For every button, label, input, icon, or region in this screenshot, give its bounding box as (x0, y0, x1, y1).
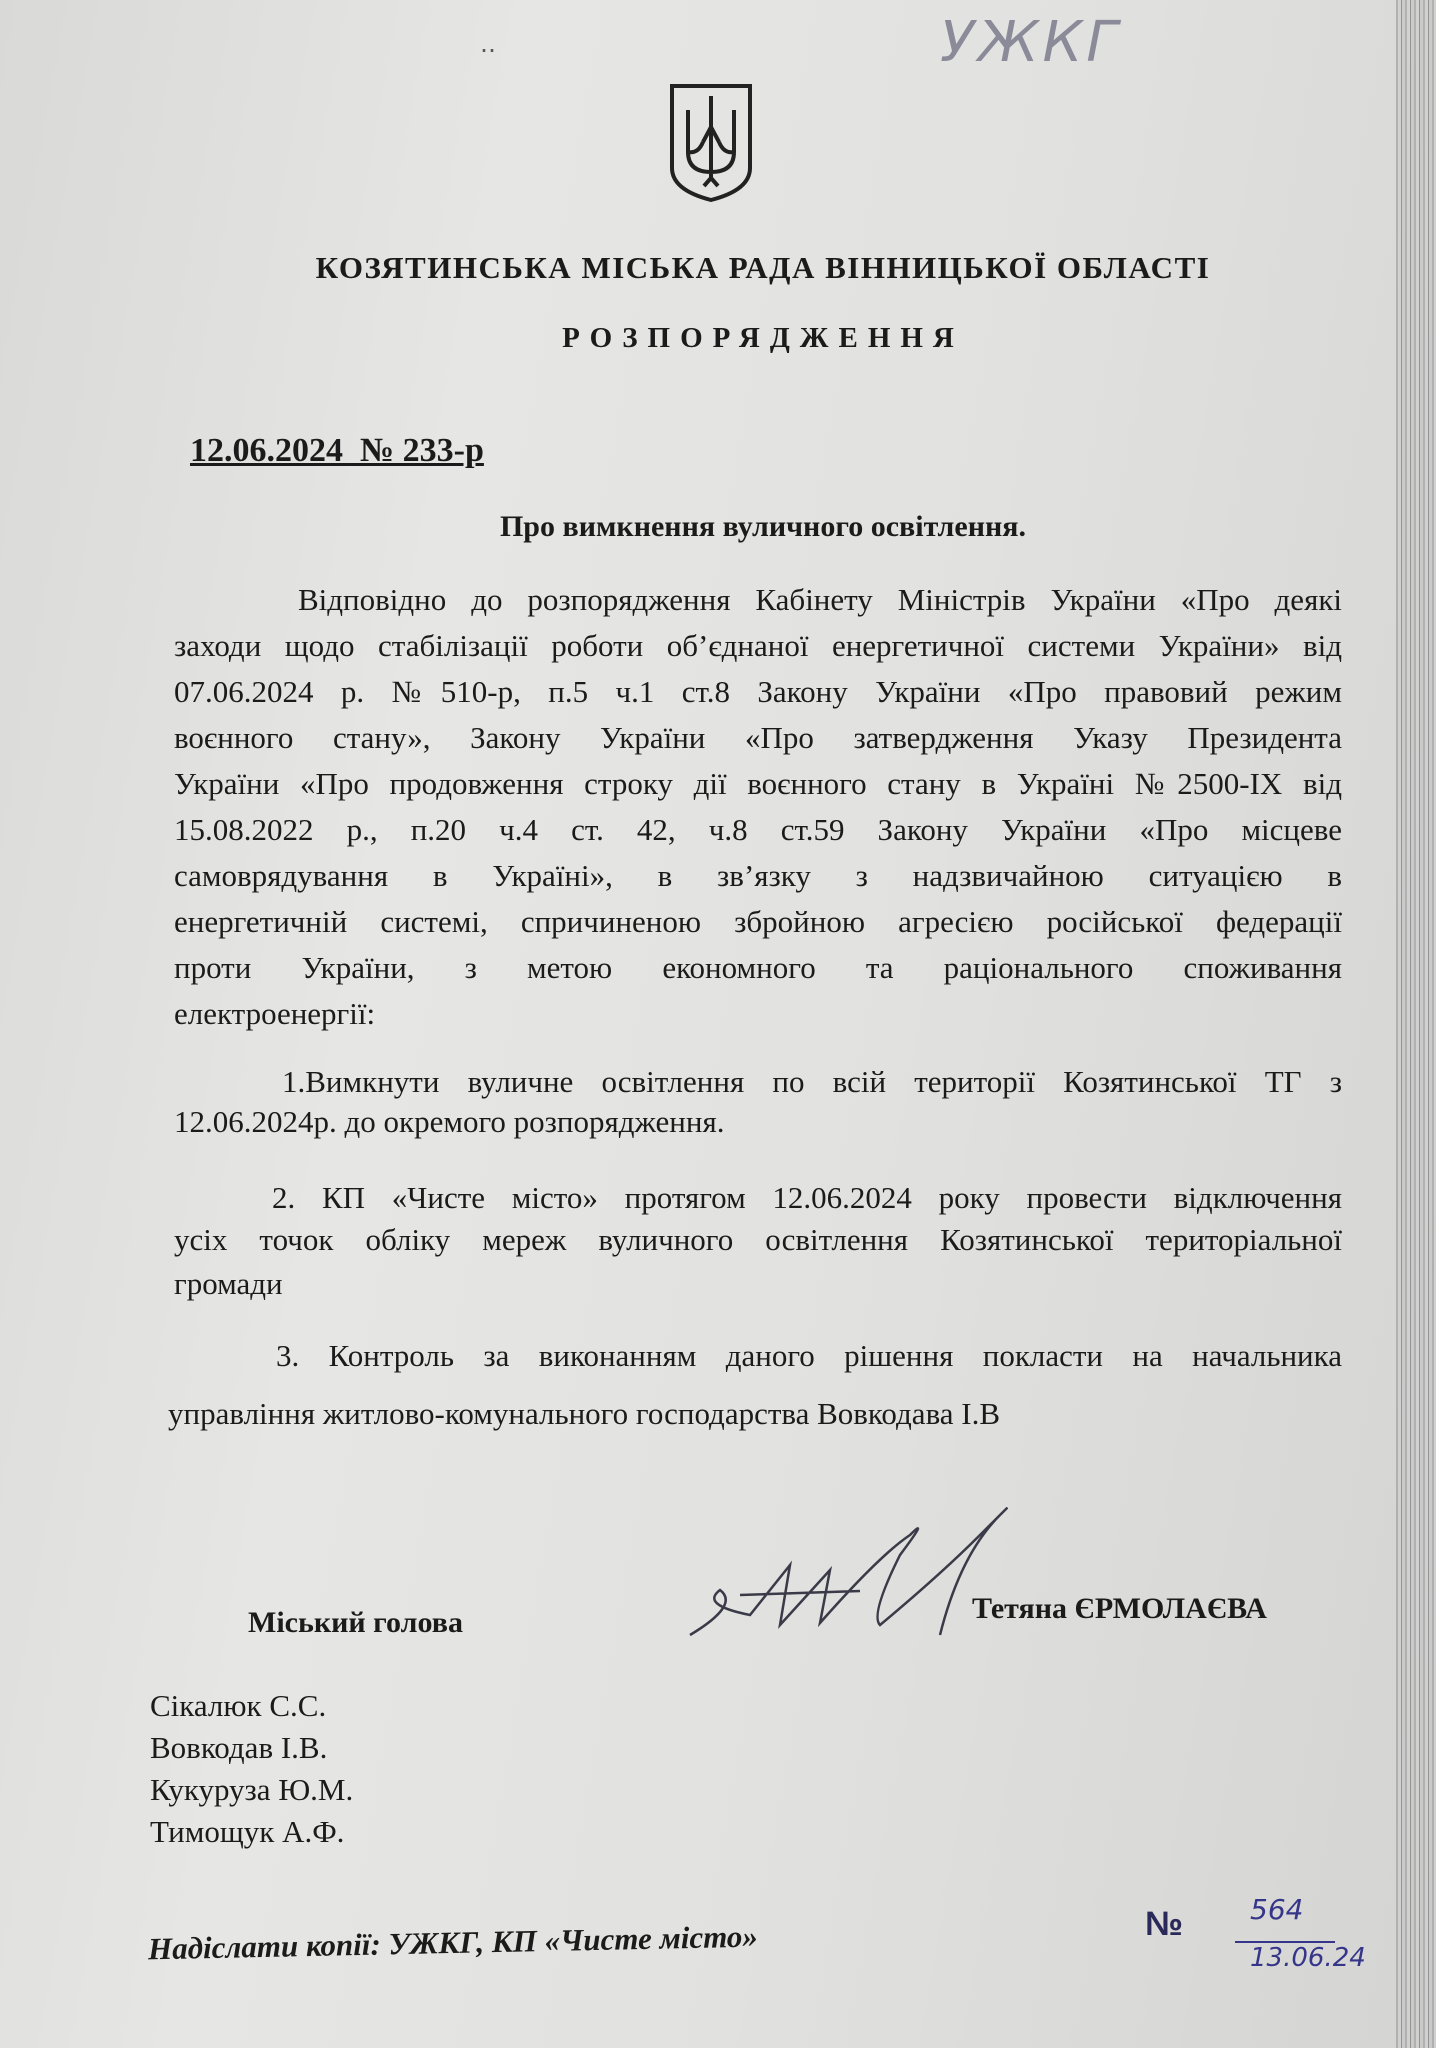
approver: Вовкодав І.В. (150, 1730, 328, 1765)
order-number: № 233-р (360, 432, 484, 469)
preamble-line: воєнного стану», Закону України «Про затвердження Указу Президента (174, 720, 1342, 755)
registration-number: 564 (1250, 1893, 1304, 1926)
approver: Кукуруза Ю.М. (150, 1772, 354, 1807)
page-edge-shadow (1396, 0, 1436, 2048)
document-type: РОЗПОРЯДЖЕННЯ (562, 322, 964, 354)
item-line: усіх точок обліку мереж вуличного освітлення Козятинської територіальної (174, 1222, 1342, 1257)
signatory-position: Міський голова (248, 1606, 463, 1639)
coat-of-arms-icon (668, 82, 754, 204)
preamble-line: енергетичній системі, спричиненою збройною агресією російської федерації (174, 904, 1342, 939)
approver: Сікалюк С.С. (150, 1688, 327, 1723)
approver: Тимощук А.Ф. (150, 1814, 345, 1849)
council-title: КОЗЯТИНСЬКА МІСЬКА РАДА ВІННИЦЬКОЇ ОБЛАСТІ (315, 250, 1211, 285)
item-line: громади (174, 1266, 283, 1301)
handwritten-signature (680, 1495, 1050, 1650)
preamble-line: заходи щодо стабілізації роботи об’єднаної енергетичної системи України» від (174, 628, 1342, 663)
item-line: 3. Контроль за виконанням даного рішення покласти на начальника (276, 1338, 1342, 1373)
dash-mark: ‥ (480, 32, 497, 58)
item-line: 12.06.2024р. до окремого розпорядження. (174, 1104, 725, 1139)
preamble-line: 07.06.2024 р. №510-р, п.5 ч.1 ст.8 Закону України «Про правовий режим (174, 674, 1342, 709)
order-date-number (190, 432, 484, 470)
order-subject: Про вимкнення вуличного освітлення. (499, 510, 1027, 543)
registration-date: 13.06.24 (1250, 1943, 1366, 1973)
preamble-line: Відповідно до розпорядження Кабінету Міністрів України «Про деякі (298, 582, 1342, 617)
order-date: 12.06.2024 (190, 432, 343, 469)
preamble-line: електроенергії: (174, 996, 376, 1031)
preamble-line: України «Про продовження строку дії воєнного стану в Україні №2500-ІХ від (174, 766, 1342, 801)
registration-label: № (1145, 1905, 1183, 1943)
registration-stamp (1145, 1893, 1366, 1973)
item-line: управління житлово-комунального господарства Вовкодава І.В (168, 1396, 1001, 1431)
preamble-line: проти України, з метою економного та раціонального споживання (174, 950, 1342, 985)
signatory-name: Тетяна ЄРМОЛАЄВА (972, 1592, 1267, 1625)
preamble-line: самоврядування в Україні», в зв’язку з надзвичайною ситуацією в (174, 858, 1342, 893)
approvers-list (150, 1688, 353, 1856)
handwritten-note: УЖКГ (940, 10, 1122, 75)
item-line: 2. КП «Чисте місто» протягом 12.06.2024 року провести відключення (272, 1180, 1342, 1215)
copies-recipients: Надіслати копії: УЖКГ, КП «Чисте місто» (147, 1918, 759, 1967)
preamble-line: 15.08.2022 р., п.20 ч.4 ст. 42, ч.8 ст.59 Закону України «Про місцеве (174, 812, 1342, 847)
item-line: 1.Вимкнути вуличне освітлення по всій території Козятинської ТГ з (282, 1064, 1342, 1099)
